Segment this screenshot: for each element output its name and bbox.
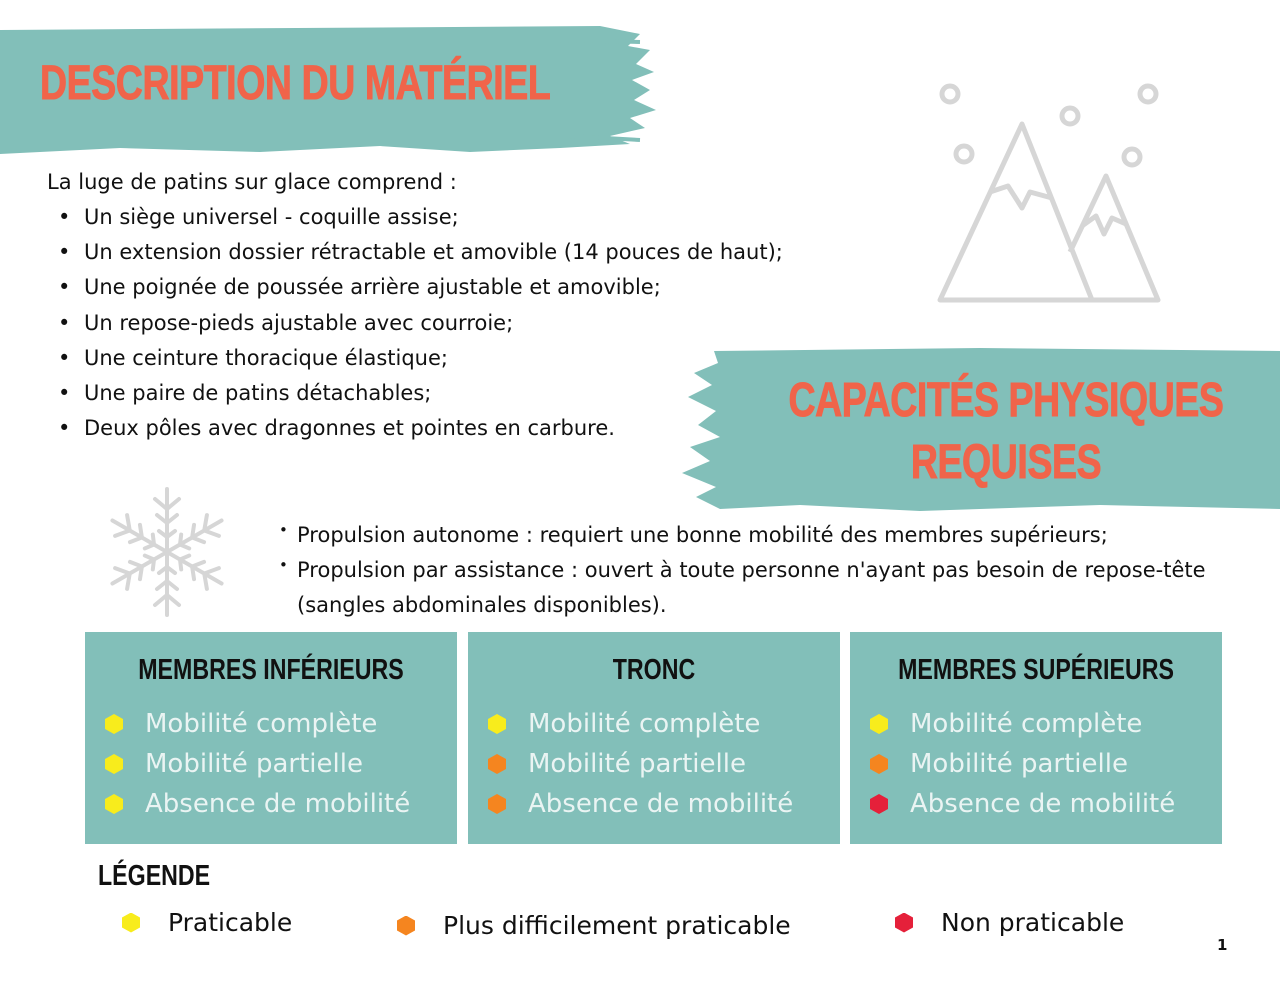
hexagon-icon xyxy=(122,913,140,933)
mobility-row: Mobilité complète xyxy=(488,704,793,744)
page-number: 1 xyxy=(1217,936,1228,954)
material-list xyxy=(58,200,783,446)
mobility-row: Mobilité complète xyxy=(105,704,410,744)
list-item: • Propulsion autonome : requiert une bonne mobilité des membres supérieurs; xyxy=(279,518,1247,553)
mobility-list xyxy=(870,704,1175,824)
material-intro: La luge de patins sur glace comprend : xyxy=(47,170,457,194)
snowflake-icon xyxy=(100,485,234,619)
bullet: • xyxy=(58,275,71,300)
panel-tronc xyxy=(468,632,840,844)
hexagon-icon xyxy=(105,714,123,734)
mobility-row: Mobilité partielle xyxy=(105,744,410,784)
bullet: • xyxy=(58,381,71,406)
hexagon-icon xyxy=(895,913,913,933)
capacities-heading-line2: REQUISES xyxy=(910,436,1102,489)
mountain-snow-icon xyxy=(930,80,1170,310)
list-item: • Une ceinture thoracique élastique; xyxy=(58,341,783,376)
bullet: • xyxy=(58,416,71,441)
capacities-heading-line1: CAPACITÉS PHYSIQUES xyxy=(788,374,1224,427)
capacities-list xyxy=(279,518,1247,624)
list-item: • Une paire de patins détachables; xyxy=(58,376,783,411)
legend-title: LÉGENDE xyxy=(98,860,211,892)
mobility-row: Absence de mobilité xyxy=(870,784,1175,824)
mobility-row: Mobilité partielle xyxy=(870,744,1175,784)
hexagon-icon xyxy=(488,794,506,814)
capacities-heading xyxy=(772,370,1240,494)
bullet: • xyxy=(58,345,71,370)
mobility-list xyxy=(105,704,410,824)
legend-item-plus-difficile: Plus difficilement praticable xyxy=(397,911,791,940)
hexagon-icon xyxy=(397,916,415,936)
panel-membres-superieurs xyxy=(850,632,1222,844)
bullet: • xyxy=(58,205,71,229)
mobility-row: Mobilité complète xyxy=(870,704,1175,744)
material-heading: DESCRIPTION DU MATÉRIEL xyxy=(40,57,551,110)
panel-membres-inferieurs xyxy=(85,632,457,844)
bullet: • xyxy=(58,240,71,265)
mobility-list xyxy=(488,704,793,824)
list-item: • Un extension dossier rétractable et amovible (14 pouces de haut); xyxy=(58,235,783,270)
bullet: • xyxy=(58,310,71,335)
hexagon-icon xyxy=(488,714,506,734)
hexagon-icon xyxy=(105,754,123,774)
hexagon-icon xyxy=(870,714,888,734)
list-item: • Propulsion par assistance : ouvert à toute personne n'ayant pas besoin de repose-tête (sangles abdominales disponibles). xyxy=(279,553,1247,623)
list-item: • Deux pôles avec dragonnes et pointes en carbure. xyxy=(58,411,783,446)
hexagon-icon xyxy=(870,794,888,814)
panel-title: MEMBRES INFÉRIEURS xyxy=(138,654,404,686)
list-item: • Un repose-pieds ajustable avec courroie; xyxy=(58,306,783,341)
legend-item-praticable: Praticable xyxy=(122,908,292,937)
list-item: • Un siège universel - coquille assise; xyxy=(58,200,783,235)
mobility-row: Absence de mobilité xyxy=(105,784,410,824)
bullet: • xyxy=(279,521,288,539)
mobility-row: Absence de mobilité xyxy=(488,784,793,824)
list-item: • Une poignée de poussée arrière ajustable et amovible; xyxy=(58,270,783,305)
legend-item-non-praticable: Non praticable xyxy=(895,908,1124,937)
bullet: • xyxy=(279,556,288,575)
mobility-row: Mobilité partielle xyxy=(488,744,793,784)
hexagon-icon xyxy=(488,754,506,774)
panel-title: TRONC xyxy=(612,654,696,686)
hexagon-icon xyxy=(105,794,123,814)
panel-title: MEMBRES SUPÉRIEURS xyxy=(898,654,1174,686)
hexagon-icon xyxy=(870,754,888,774)
